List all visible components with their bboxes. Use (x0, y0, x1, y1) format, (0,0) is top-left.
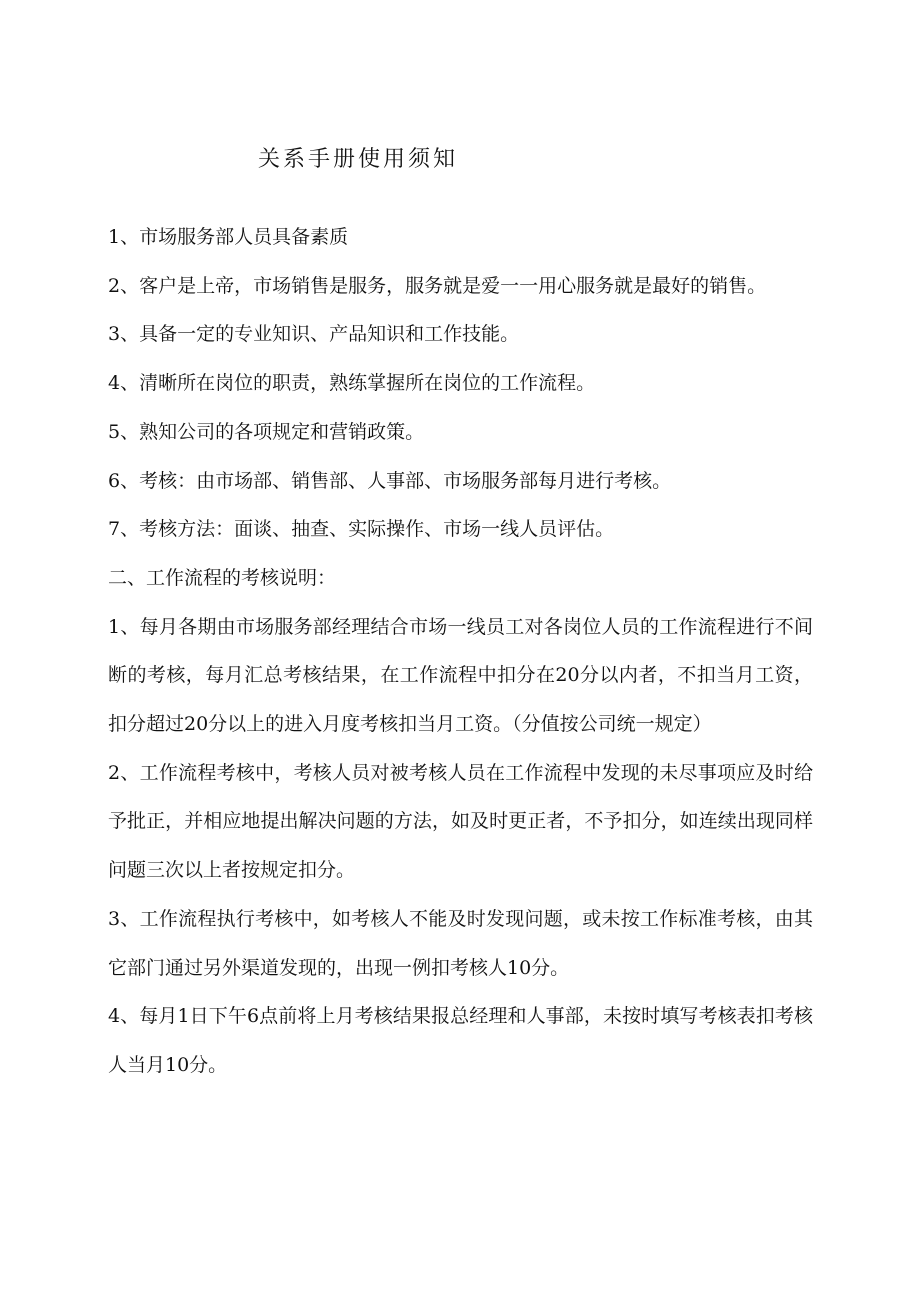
document-body (108, 213, 813, 1090)
section-item-3: 3、工作流程执行考核中，如考核人不能及时发现问题，或未按工作标准考核，由其它部门通过另外渠道发现的，出现一例扣考核人10分。 (108, 907, 813, 979)
paragraph-4: 4、清晰所在岗位的职责，熟练掌握所在岗位的工作流程。 (108, 372, 596, 395)
paragraph-5: 5、熟知公司的各项规定和营销政策。 (108, 420, 425, 443)
section-item-4: 4、每月1日下午6点前将上月考核结果报总经理和人事部，未按时填写考核表扣考核人当月10分。 (108, 1005, 813, 1076)
paragraph-2: 2、客户是上帝，市场销售是服务，服务就是爱一一用心服务就是最好的销售。 (108, 274, 767, 297)
document-title: 关系手册使用须知 (258, 147, 459, 172)
section-item-2: 2、工作流程考核中，考核人员对被考核人员在工作流程中发现的未尽事项应及时给予批正，并相应地提出解决问题的方法，如及时更正者，不予扣分，如连续出现同样问题三次以上者按规定扣分。 (108, 761, 813, 882)
paragraph-7: 7、考核方法：面谈、抽查、实际操作、市场一线人员评估。 (108, 518, 615, 541)
section-heading: 二、工作流程的考核说明： (108, 566, 337, 589)
section-item-1: 1、每月各期由市场服务部经理结合市场一线员工对各岗位人员的工作流程进行不间断的考核，每月汇总考核结果，在工作流程中扣分在20分以内者，不扣当月工资，扣分超过20分以上的进入月度考核扣当月工资。（分值按公司统一规定） (108, 615, 813, 736)
paragraph-3: 3、具备一定的专业知识、产品知识和工作技能。 (108, 323, 520, 346)
paragraph-1: 1、市场服务部人员具备素质 (108, 226, 349, 248)
paragraph-6: 6、考核：由市场部、销售部、人事部、市场服务部每月进行考核。 (108, 469, 672, 492)
